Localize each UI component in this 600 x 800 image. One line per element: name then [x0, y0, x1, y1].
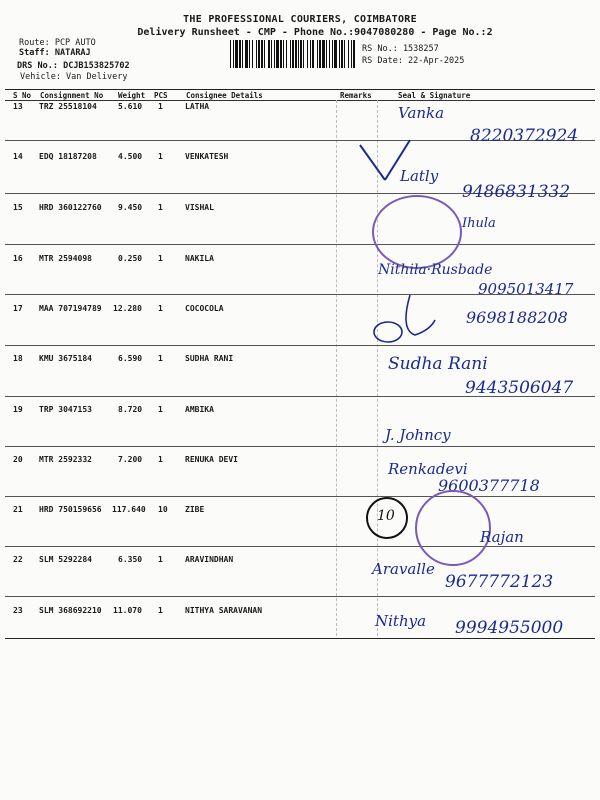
row-weight: 117.640 — [112, 505, 146, 514]
row-weight: 6.350 — [118, 555, 143, 564]
staff-label: Staff: — [19, 48, 50, 58]
drs-value: DCJB153825702 — [63, 61, 130, 71]
handwritten-phone-row-16: 9095013417 — [478, 280, 574, 298]
signature-row-20: Renkadevi — [388, 460, 468, 478]
remarks-divider — [336, 100, 337, 636]
row-pcs: 1 — [158, 304, 163, 313]
row-consignee: NAKILA — [185, 254, 214, 263]
handwritten-phone-row-18: 9443506047 — [465, 378, 574, 398]
route-label: Route: PCP AUTO — [19, 38, 96, 48]
rs-date: RS Date: 22-Apr-2025 — [362, 56, 465, 66]
col-consignee: Consignee Details — [186, 91, 263, 100]
row-consignment: EDQ 18187208 — [39, 152, 97, 161]
col-pcs: PCS — [154, 91, 168, 100]
row-consignee: NITHYA SARAVANAN — [185, 606, 263, 615]
row-weight: 0.250 — [118, 254, 143, 263]
row-pcs: 1 — [158, 455, 163, 464]
row-consignment: KMU 3675184 — [39, 354, 92, 363]
col-sno: S No — [13, 91, 32, 100]
barcode — [230, 40, 356, 68]
handwritten-phone-row-23: 9994955000 — [455, 618, 564, 638]
row-weight: 12.280 — [113, 304, 142, 313]
row-sno: 20 — [13, 455, 23, 464]
handwritten-phone-row-13: 8220372924 — [470, 126, 579, 146]
row-pcs: 1 — [158, 606, 163, 615]
runsheet-table — [5, 89, 595, 639]
drs-label: DRS No.: — [17, 61, 58, 71]
row-pcs: 1 — [158, 254, 163, 263]
vehicle-label: Vehicle: Van Delivery — [20, 72, 128, 82]
signature-row-21: Rajan — [480, 528, 524, 546]
row-weight: 6.590 — [118, 354, 143, 363]
row-consignment: HRD 750159656 — [39, 505, 102, 514]
row-separator — [5, 596, 595, 597]
company-title: THE PROFESSIONAL COURIERS, COIMBATORE — [183, 14, 417, 25]
handwritten-phone-row-17: 9698188208 — [466, 308, 568, 327]
row-pcs: 1 — [158, 405, 163, 414]
header-divider — [5, 100, 595, 101]
row-pcs: 1 — [158, 354, 163, 363]
row-sno: 15 — [13, 203, 23, 212]
staff-line — [19, 48, 91, 58]
row-sno: 14 — [13, 152, 23, 161]
row-sno: 23 — [13, 606, 23, 615]
row-weight: 7.200 — [118, 455, 143, 464]
row-pcs: 1 — [158, 203, 163, 212]
row-separator — [5, 244, 595, 245]
row-consignment: TRZ 25518104 — [39, 102, 97, 111]
row-weight: 8.720 — [118, 405, 143, 414]
row-weight: 11.070 — [113, 606, 142, 615]
row-separator — [5, 345, 595, 346]
row-consignment: MAA 707194789 — [39, 304, 102, 313]
row-consignment: MTR 2594098 — [39, 254, 92, 263]
row-consignee: VENKATESH — [185, 152, 229, 161]
handwritten-pcs-row-21: 10 — [377, 508, 395, 524]
row-consignment: HRD 360122760 — [39, 203, 102, 212]
handwritten-phone-row-14: 9486831332 — [462, 182, 571, 202]
drs-line — [17, 61, 130, 71]
row-sno: 16 — [13, 254, 23, 263]
row-consignment: MTR 2592332 — [39, 455, 92, 464]
row-pcs: 1 — [158, 102, 163, 111]
row-weight: 4.500 — [118, 152, 143, 161]
signature-row-19: J. Johncy — [385, 426, 451, 444]
signature-row-14: Latly — [400, 167, 439, 185]
row-consignee: ARAVINDHAN — [185, 555, 234, 564]
row-consignee: LATHA — [185, 102, 210, 111]
row-consignee: ZIBE — [185, 505, 205, 514]
row-consignee: RENUKA DEVI — [185, 455, 238, 464]
row-sno: 19 — [13, 405, 23, 414]
col-seal-signature: Seal & Signature — [398, 91, 471, 100]
signature-row-13: Vanka — [398, 104, 445, 122]
row-consignee: VISHAL — [185, 203, 214, 212]
row-sno: 22 — [13, 555, 23, 564]
row-separator — [5, 546, 595, 547]
row-consignment: SLM 5292284 — [39, 555, 92, 564]
row-consignment: SLM 368692210 — [39, 606, 102, 615]
row-pcs: 1 — [158, 152, 163, 161]
row-separator — [5, 446, 595, 447]
signature-row-16: Nithila·Rusbade — [378, 262, 493, 278]
row-pcs: 1 — [158, 555, 163, 564]
staff-value: NATARAJ — [54, 48, 91, 58]
col-weight: Weight — [118, 91, 146, 100]
signature-row-18: Sudha Rani — [388, 354, 488, 374]
row-sno: 17 — [13, 304, 23, 313]
col-remarks: Remarks — [340, 91, 372, 100]
handwritten-phone-row-22: 9677772123 — [445, 572, 554, 592]
row-consignment: TRP 3047153 — [39, 405, 92, 414]
row-pcs: 10 — [158, 505, 168, 514]
row-consignee: SUDHA RANI — [185, 354, 234, 363]
row-sno: 13 — [13, 102, 23, 111]
signature-row-15: Ihula — [462, 216, 496, 231]
row-weight: 9.450 — [118, 203, 143, 212]
row-separator — [5, 496, 595, 497]
col-consignment: Consignment No — [40, 91, 104, 100]
row-consignee: AMBIKA — [185, 405, 214, 414]
rs-number: RS No.: 1538257 — [362, 44, 439, 54]
row-sno: 21 — [13, 505, 23, 514]
signature-row-22: Aravalle — [372, 560, 435, 578]
row-sno: 18 — [13, 354, 23, 363]
company-seal-stamp — [372, 195, 462, 269]
signature-row-17 — [370, 290, 440, 350]
signature-row-23: Nithya — [375, 612, 427, 630]
runsheet-subtitle: Delivery Runsheet - CMP - Phone No.:9047080280 - Page No.:2 — [137, 27, 493, 38]
row-consignee: COCOCOLA — [185, 304, 224, 313]
row-weight: 5.610 — [118, 102, 143, 111]
handwritten-phone-row-20: 9600377718 — [438, 476, 540, 495]
